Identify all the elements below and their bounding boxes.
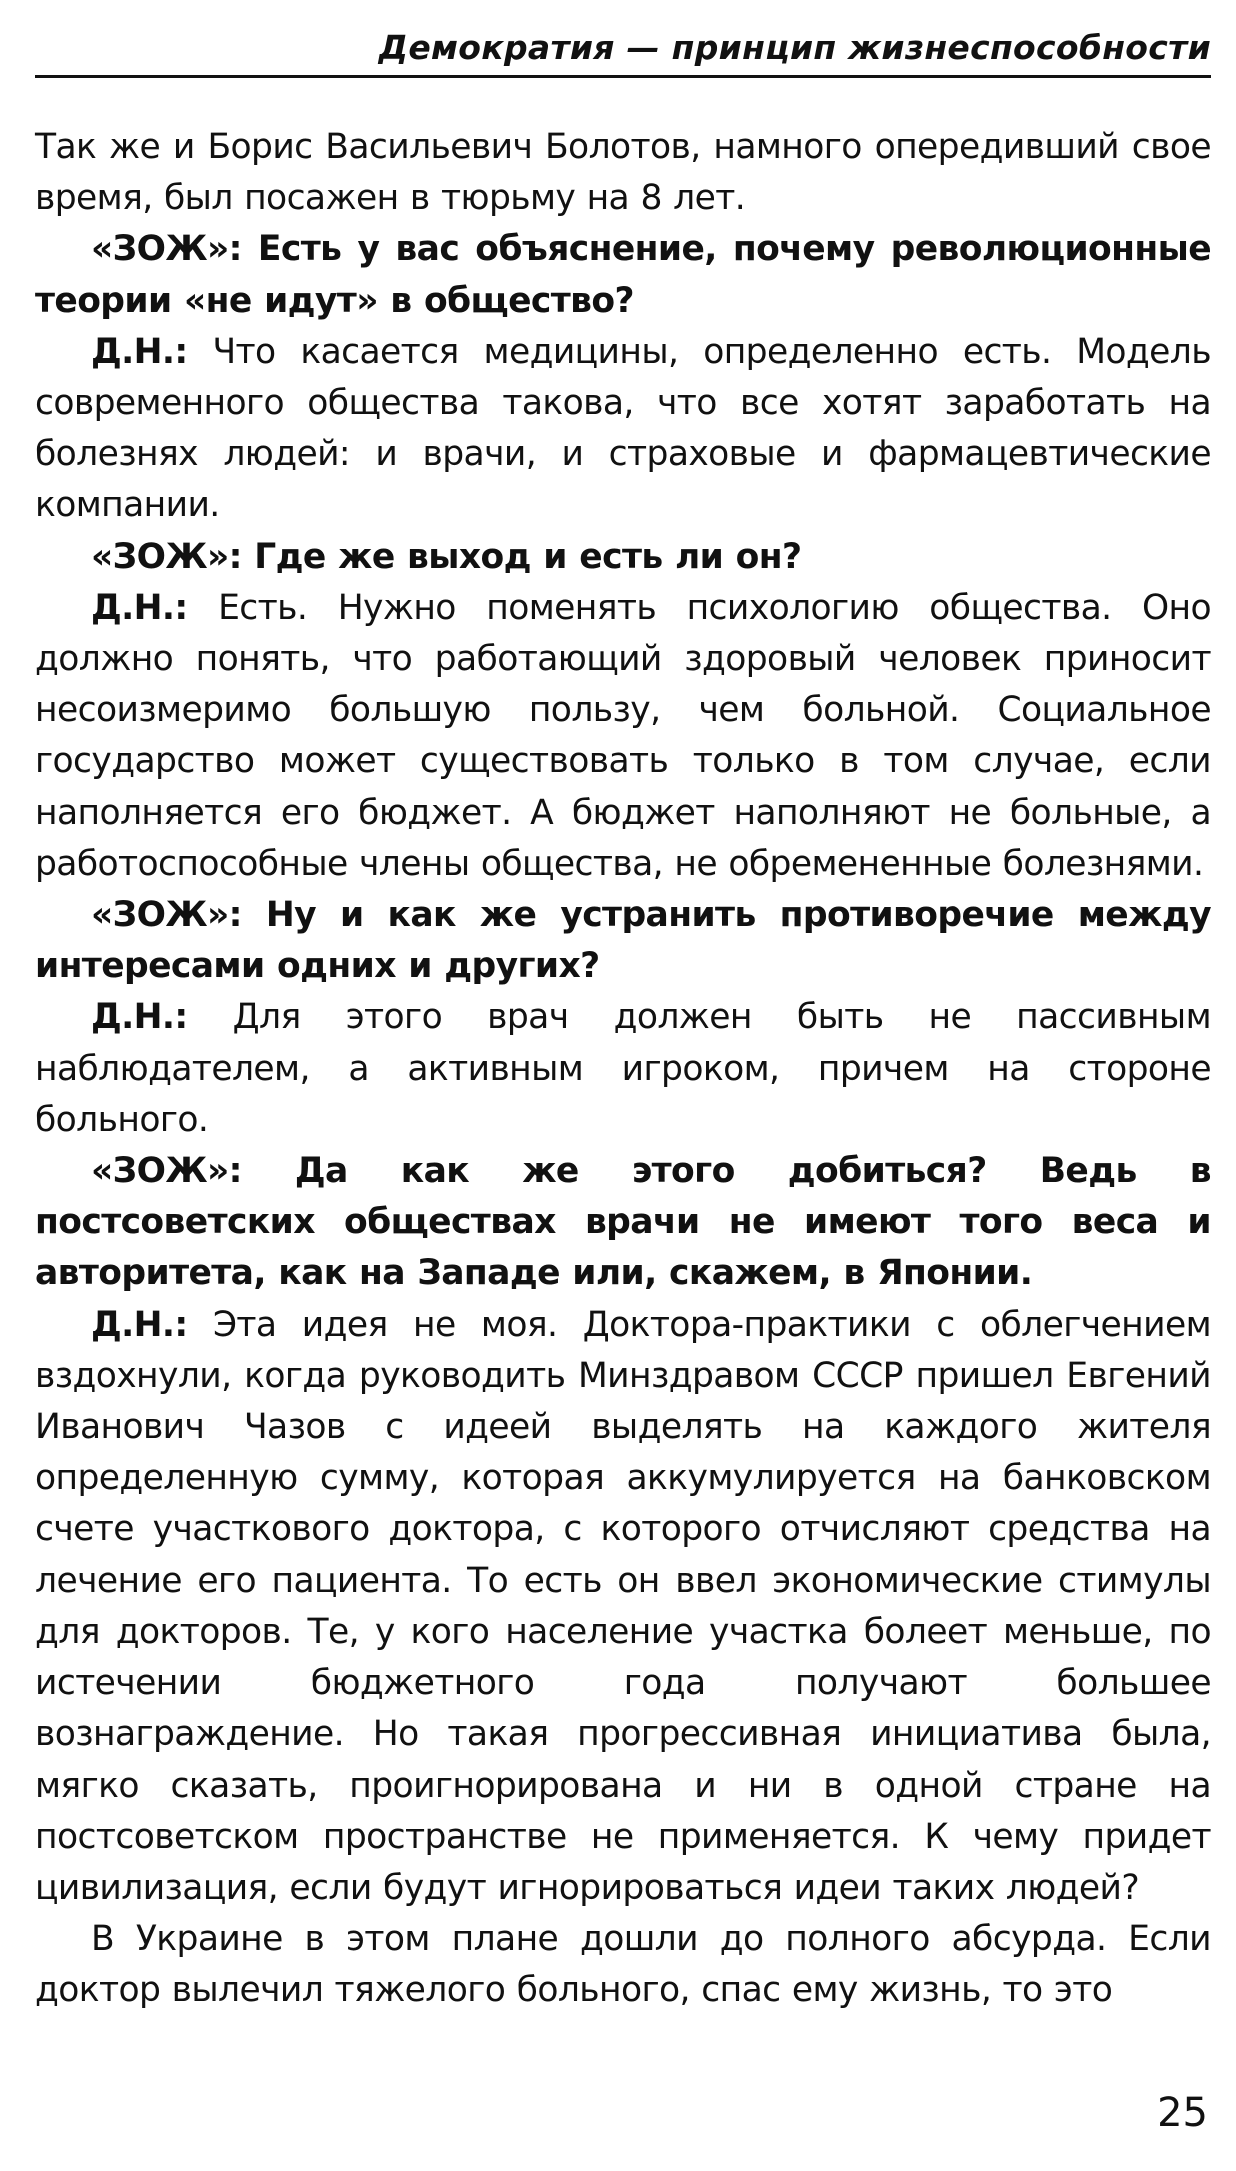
interview-question-1: «ЗОЖ»: Есть у вас объяснение, почему революционные теории «не идут» в общество?: [35, 229, 1211, 321]
interview-question-3: «ЗОЖ»: Ну и как же устранить противоречие между интересами одних и других?: [35, 895, 1211, 987]
answer-speaker-label: Д.Н.:: [91, 997, 188, 1038]
paragraph-continuation: Так же и Борис Васильевич Болотов, намного опередивший свое время, был посажен в тюрьму на 8 лет.: [35, 127, 1211, 219]
interview-answer-1: [35, 327, 1211, 532]
answer-text: Есть. Нужно поменять психологию общества. Оно должно понять, что работающий здоровый человек приносит несоизмеримо большую пользу, чем больной. Социальное государство может существовать только в том случае, если наполняется его бюджет. А бюджет наполняют не больные, а работоспособные члены общества, не обремененные болезнями.: [35, 587, 1211, 884]
interview-answer-3: [35, 992, 1211, 1146]
answer-speaker-label: Д.Н.:: [91, 1304, 188, 1345]
header-rule: [35, 75, 1211, 78]
answer-speaker-label: Д.Н.:: [91, 587, 188, 628]
body-text: [35, 122, 1211, 2017]
interview-answer-4: [35, 1300, 1211, 1914]
interview-answer-2: [35, 583, 1211, 890]
interview-question-4: «ЗОЖ»: Да как же этого добиться? Ведь в постсоветских обществах врачи не имеют того веса и авторитета, как на Западе или, скажем, в Японии.: [35, 1151, 1211, 1294]
page-number: 25: [1157, 2090, 1208, 2136]
interview-question-2: «ЗОЖ»: Где же выход и есть ли он?: [91, 536, 802, 577]
running-header: Демократия — принцип жизнеспособности: [378, 28, 1211, 67]
answer-text: Эта идея не моя. Доктора-практики с облегчением вздохнули, когда руководить Минздравом СССР пришел Евгений Иванович Чазов с идеей выделять на каждого жителя определенную сумму, которая аккумулируется на банковском счете участкового доктора, с которого отчисляют средства на лечение его пациента. То есть он ввел экономические стимулы для докторов. Те, у кого население участка болеет меньше, по истечении бюджетного года получают большее вознаграждение. Но такая прогрессивная инициатива была, мягко сказать, проигнорирована и ни в одной стране на постсоветском пространстве не применяется. К чему придет цивилизация, если будут игнорироваться идеи таких людей?: [35, 1304, 1211, 1908]
answer-speaker-label: Д.Н.:: [91, 331, 188, 372]
answer-text: Для этого врач должен быть не пассивным наблюдателем, а активным игроком, причем на стороне больного.: [35, 997, 1211, 1140]
answer-text: Что касается медицины, определенно есть. Модель современного общества такова, что все хотят заработать на болезнях людей: и врачи, и страховые и фармацевтические компании.: [35, 331, 1211, 526]
paragraph-final: В Украине в этом плане дошли до полного абсурда. Если доктор вылечил тяжелого больного, спас ему жизнь, то это: [35, 1919, 1211, 2011]
